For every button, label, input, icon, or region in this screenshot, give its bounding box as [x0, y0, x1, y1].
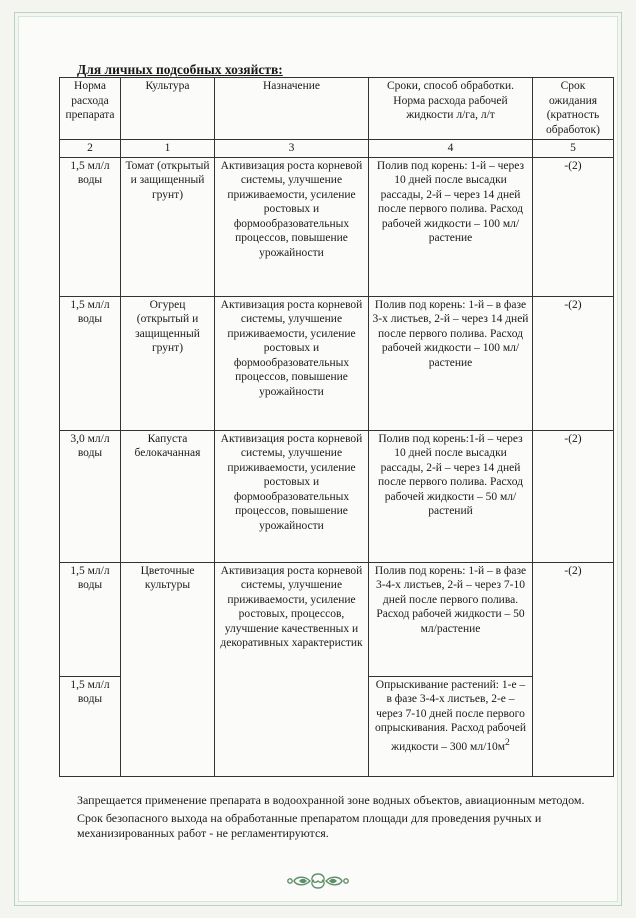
cell-wait: -(2)	[533, 296, 614, 430]
cell-crop: Томат (открытый и защищенный грунт)	[121, 157, 215, 296]
cell-wait: -(2)	[533, 430, 614, 562]
unit-superscript: 2	[505, 736, 510, 748]
cell-crop: Огурец (открытый и защищенный грунт)	[121, 296, 215, 430]
cell-purpose: Активизация роста корневой системы, улучшение приживаемости, усиление ростовых и формообразовательных процессов, повышение урожайности	[215, 157, 369, 296]
col-number: 2	[60, 140, 121, 158]
cell-rate: 1,5 мл/л воды	[60, 676, 121, 776]
col-number: 1	[121, 140, 215, 158]
header-wait: Срок ожидания (кратность обработок)	[533, 78, 614, 140]
col-number: 4	[369, 140, 533, 158]
cell-method: Полив под корень: 1-й – через 10 дней после высадки рассады, 2-й – через 14 дней после первого полива. Расход рабочей жидкости – 100 мл/растение	[369, 157, 533, 296]
cell-rate: 3,0 мл/л воды	[60, 430, 121, 562]
table-header-row	[60, 78, 614, 140]
table-row	[60, 562, 614, 676]
section-heading: Для личных подсобных хозяйств:	[77, 62, 283, 77]
cell-method-text: Опрыскивание растений: 1-е – в фазе 3-4-х листьев, 2-е – через 7-10 дней после первого опрыскивания. Расход рабочей жидкости – 300 мл/10м	[374, 678, 527, 753]
cell-crop: Капуста белокачанная	[121, 430, 215, 562]
header-rate: Норма расхода препарата	[60, 78, 121, 140]
footer-line: Срок безопасного выхода на обработанные препаратом площади для проведения ручных и механизированных работ - не регламентируются.	[77, 810, 542, 840]
cell-method: Полив под корень: 1-й – в фазе 3-х листьев, 2-й – через 14 дней после первого полива. Расход рабочей жидкости – 100 мл/растение	[369, 296, 533, 430]
footer-notes	[77, 793, 609, 844]
decorative-ornament-icon	[286, 872, 350, 890]
cell-rate: 1,5 мл/л воды	[60, 296, 121, 430]
table-row	[60, 157, 614, 296]
cell-wait: -(2)	[533, 157, 614, 296]
cell-rate: 1,5 мл/л воды	[60, 562, 121, 676]
col-number: 3	[215, 140, 369, 158]
col-number: 5	[533, 140, 614, 158]
header-crop: Культура	[121, 78, 215, 140]
cell-purpose: Активизация роста корневой системы, улучшение приживаемости, усиление ростовых и формообразовательных процессов, повышение урожайности	[215, 296, 369, 430]
cell-method: Полив под корень: 1-й – в фазе 3-4-х листьев, 2-й – через 7-10 дней после первого полива. Расход рабочей жидкости – 50 мл/растение	[369, 562, 533, 676]
header-method: Сроки, способ обработки. Норма расхода рабочей жидкости л/га, л/т	[369, 78, 533, 140]
cell-crop: Цветочные культуры	[121, 562, 215, 776]
cell-wait: -(2)	[533, 562, 614, 776]
table-row	[60, 296, 614, 430]
treatment-table	[59, 77, 614, 777]
table-number-row	[60, 140, 614, 158]
cell-method: Полив под корень:1-й – через 10 дней после высадки рассады, 2-й – через 14 дней после первого полива. Расход рабочей жидкости – 50 мл/растений	[369, 430, 533, 562]
footer-line: Запрещается применение препарата в водоохранной зоне водных объектов, авиационным методом.	[77, 793, 585, 807]
cell-purpose: Активизация роста корневой системы, улучшение приживаемости, усиление ростовых и формообразовательных процессов, повышение урожайности	[215, 430, 369, 562]
cell-purpose: Активизация роста корневой системы, улучшение приживаемости, усиление ростовых, процессов, улучшение качественных и декоративных характеристик	[215, 562, 369, 776]
cell-rate: 1,5 мл/л воды	[60, 157, 121, 296]
header-purpose: Назначение	[215, 78, 369, 140]
cell-method	[369, 676, 533, 776]
table-row	[60, 430, 614, 562]
